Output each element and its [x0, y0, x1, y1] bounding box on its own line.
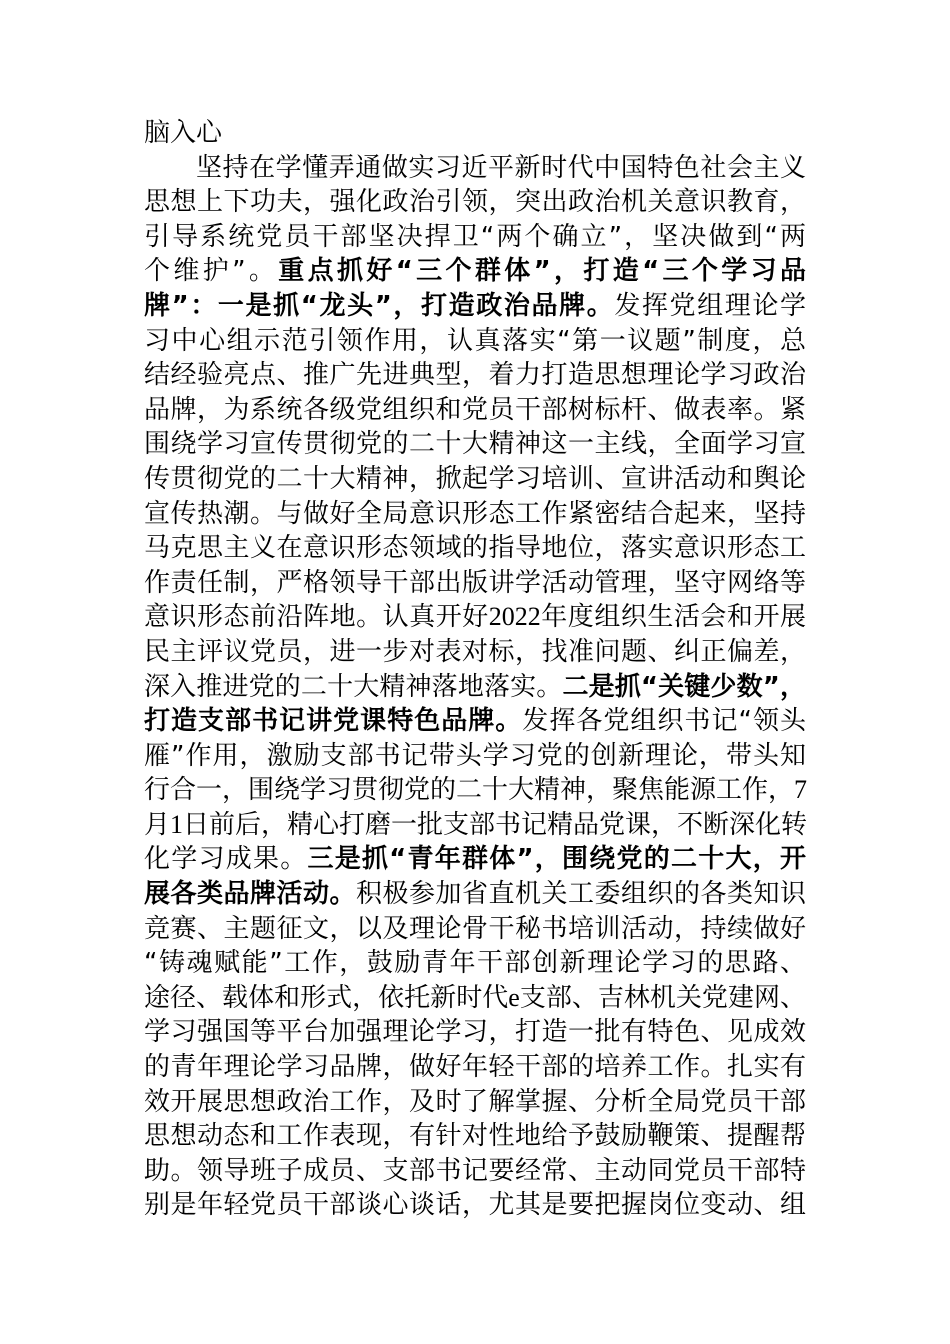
text-segment: 发挥各党组织书记“领头	[522, 706, 806, 737]
text-line	[144, 289, 806, 324]
text-line	[144, 185, 806, 220]
bold-text-segment: 三是抓“青年群体”，围绕党的二十大，开	[307, 844, 806, 875]
text-segment: 马克思主义在意识形态领域的指导地位，落实意识形态工	[144, 533, 806, 564]
text-segment: 支部、吉林机关党建网、	[519, 982, 806, 1013]
text-line	[144, 531, 806, 566]
text-line	[144, 704, 806, 739]
text-segment: 雁”作用，激励支部书记带头学习党的创新理论，带头知	[144, 740, 806, 771]
document-body	[144, 116, 806, 1223]
text-segment: 民主评议党员，进一步对表对标，找准问题、纠正偏差，	[144, 636, 806, 667]
text-segment: 思想上下功夫，强化政治引领，突出政治机关意识教育，	[144, 187, 806, 218]
text-segment: 品牌，为系统各级党组织和党员干部树标杆、做表率。紧	[144, 394, 806, 425]
text-segment: 日前后，精心打磨一批支部书记精品党课，不断深化转	[183, 809, 808, 840]
text-segment: 作责任制，严格领导干部出版讲学活动管理，坚守网络等	[144, 567, 806, 598]
text-line	[144, 1050, 806, 1085]
text-line	[144, 1119, 806, 1154]
text-segment: 宣传热潮。与做好全局意识形态工作紧密结合起来，坚持	[144, 498, 806, 529]
text-segment: 别是年轻党员干部谈心谈话，尤其是要把握岗位变动、组	[144, 1190, 806, 1221]
text-line	[144, 1015, 806, 1050]
text-segment: 的青年理论学习品牌，做好年轻干部的培养工作。扎实有	[144, 1052, 806, 1083]
text-line	[144, 497, 806, 532]
text-line	[144, 358, 806, 393]
text-line	[144, 462, 806, 497]
text-segment: 竞赛、主题征文，以及理论骨干秘书培训活动，持续做好	[144, 913, 806, 944]
text-line	[144, 393, 806, 428]
text-line	[144, 1085, 806, 1120]
text-segment: 助。领导班子成员、支部书记要经常、主动同党员干部特	[144, 1155, 806, 1186]
text-segment: 思想动态和工作表现，有针对性地给予鼓励鞭策、提醒帮	[144, 1121, 806, 1152]
text-line	[144, 116, 806, 151]
text-line	[144, 566, 806, 601]
text-segment: 结经验亮点、推广先进典型，着力打造思想理论学习政治	[144, 360, 806, 391]
text-line	[144, 912, 806, 947]
text-segment: 月	[144, 809, 171, 840]
text-segment: 年度组织生活会和开展	[540, 602, 806, 633]
text-segment: e	[508, 982, 520, 1012]
text-segment: 传贯彻党的二十大精神，掀起学习培训、宣讲活动和舆论	[144, 463, 806, 494]
text-segment: 行合一，围绕学习贯彻党的二十大精神，聚焦能源工作，	[144, 775, 795, 806]
text-line	[144, 808, 806, 843]
text-segment: 效开展思想政治工作，及时了解掌握、分析全局党员干部	[144, 1086, 806, 1117]
text-line	[144, 773, 806, 808]
text-line	[144, 842, 806, 877]
bold-text-segment: 打造支部书记讲党课特色品牌。	[144, 706, 523, 737]
bold-text-segment: 展各类品牌活动。	[144, 879, 356, 910]
text-line	[144, 981, 806, 1016]
text-segment: 2022	[488, 602, 541, 632]
text-segment: 个维护”。	[144, 256, 279, 287]
text-line	[144, 220, 806, 255]
text-segment: 学习强国等平台加强理论学习，打造一批有特色、见成效	[144, 1017, 806, 1048]
text-segment: 1	[170, 809, 184, 839]
text-line	[144, 324, 806, 359]
text-segment: 意识形态前沿阵地。认真开好	[144, 602, 489, 633]
text-segment: 引导系统党员干部坚决捍卫“两个确立”，坚决做到“两	[144, 221, 806, 252]
text-line	[144, 600, 806, 635]
text-line	[144, 427, 806, 462]
text-line	[144, 151, 806, 186]
text-segment: 化学习成果。	[144, 844, 308, 875]
text-segment: 途径、载体和形式，依托新时代	[144, 982, 509, 1013]
text-line	[144, 739, 806, 774]
text-line	[144, 254, 806, 289]
text-segment: 发挥党组理论学	[614, 290, 806, 321]
bold-text-segment: 重点抓好“三个群体”，打造“三个学习品	[278, 256, 806, 287]
text-line	[144, 877, 806, 912]
text-line	[144, 1154, 806, 1189]
text-segment: 坚持在学懂弄通做实习近平新时代中国特色社会主义	[196, 152, 806, 183]
text-segment: 积极参加省直机关工委组织的各类知识	[356, 879, 806, 910]
text-segment: 习中心组示范引领作用，认真落实“第一议题”制度，总	[144, 325, 806, 356]
text-line	[144, 635, 806, 670]
text-segment: 围绕学习宣传贯彻党的二十大精神这一主线，全面学习宣	[144, 429, 806, 460]
text-segment: 深入推进党的二十大精神落地落实。	[144, 671, 563, 702]
bold-text-segment: 牌”：一是抓“龙头”，打造政治品牌。	[144, 290, 615, 321]
text-segment: 脑入心	[144, 118, 223, 148]
text-segment: 7	[794, 775, 808, 805]
text-line	[144, 670, 806, 705]
text-line	[144, 1188, 806, 1223]
text-segment: “铸魂赋能”工作，鼓励青年干部创新理论学习的思路、	[144, 948, 806, 979]
bold-text-segment: 二是抓“关键少数”，	[562, 671, 806, 702]
text-line	[144, 946, 806, 981]
